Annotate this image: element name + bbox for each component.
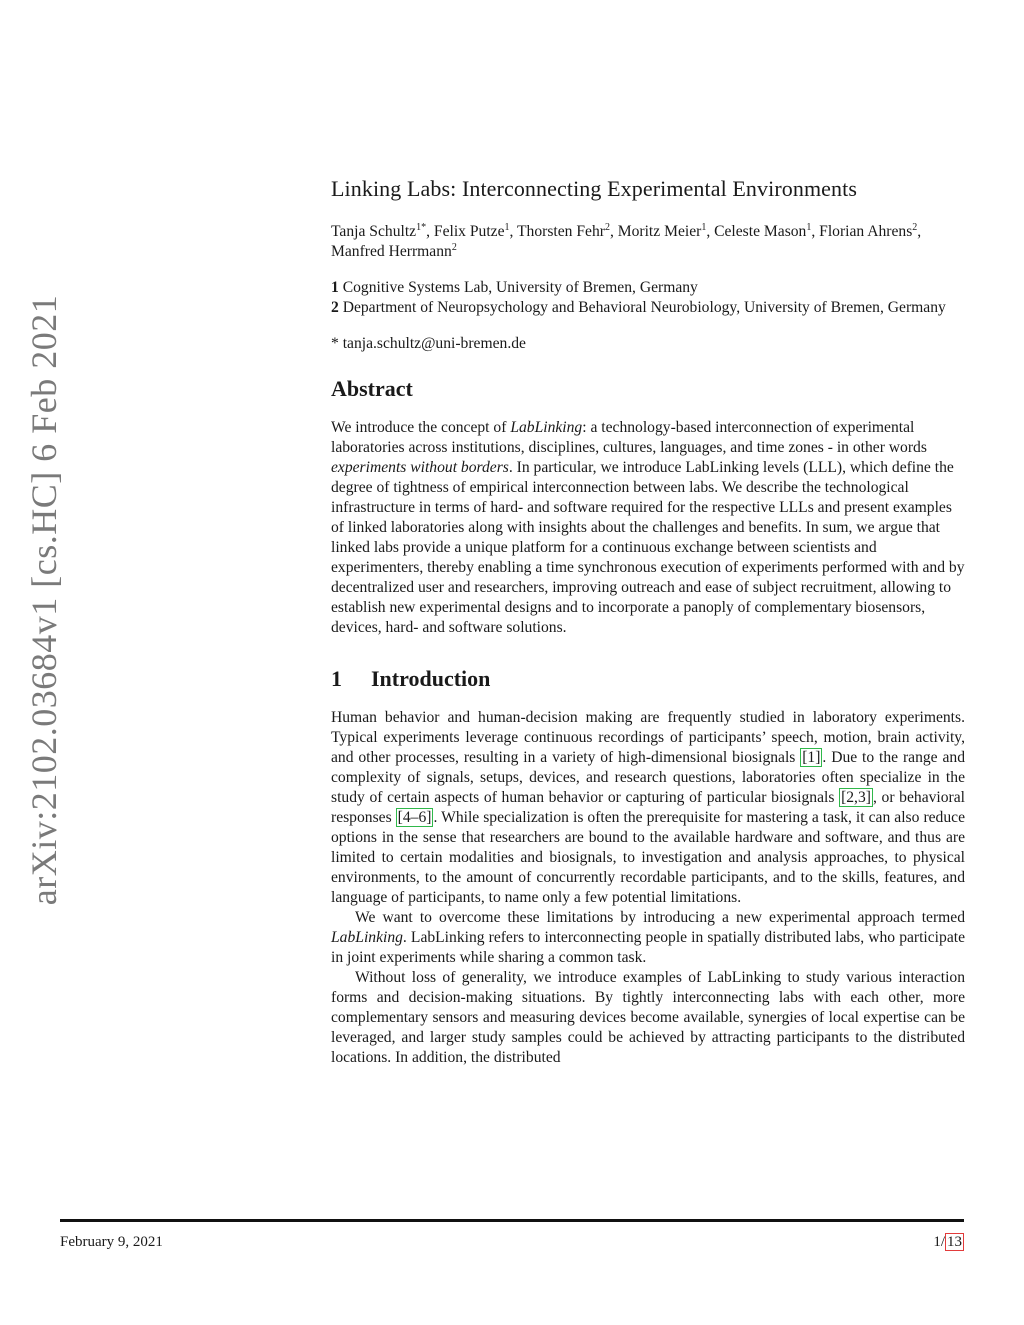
author-affiliation-mark: 2 [912, 221, 918, 233]
author-affiliation-mark: 2 [604, 221, 610, 233]
email-address[interactable]: tanja.schultz@uni-bremen.de [342, 335, 526, 352]
intro-paragraph-3: Without loss of generality, we introduce examples of LabLinking to study various interaction forms and decision-making situations. By tightly interconnecting labs with each other, more complementary sensors and measuring devices become available, synergies of local expertise can be leveraged, and larger study samples could be achieved by attracting participants to the distributed locations. In addition, the distributed [331, 969, 965, 1066]
author-affiliation-mark: 2 [451, 241, 457, 253]
arxiv-identifier: arXiv:2102.03684v1 [cs.HC] 6 Feb 2021 [24, 294, 64, 906]
section-title: Introduction [371, 666, 491, 691]
intro-paragraph-2: We want to overcome these limitations by introducing a new experimental approach termed LabLinking. LabLinking refers to interconnecting people in spatially distributed labs, who participate in joint experiments while sharing a common task. [331, 909, 965, 966]
author-affiliation-mark: 1 [806, 221, 812, 233]
email-mark: * [331, 335, 339, 352]
total-pages-link[interactable]: 13 [947, 1234, 962, 1250]
section-heading-introduction [331, 666, 965, 692]
corresponding-email [331, 334, 965, 354]
term-lablinking: LabLinking [331, 929, 403, 946]
footer-date: February 9, 2021 [60, 1234, 163, 1250]
paper-title: Linking Labs: Interconnecting Experimental Environments [331, 176, 858, 201]
abstract-text: We introduce the concept of LabLinking: a technology-based interconnection of experimental laboratories across institutions, disciplines, cultures, languages, and time zones - in other words experiments without borders. In particular, we introduce LabLinking levels (LLL), which define the degree of tightness of empirical interconnection between labs. We describe the technological infrastructure in terms of hard- and software required for the respective LLLs and present examples of linked laboratories along with insights about the challenges and benefits. In sum, we argue that linked labs provide a unique platform for a continuous exchange between scientists and experimenters, thereby enabling a time synchronous execution of experiments performed with and by decentralized user and researchers, improving outreach and ease of subject recruitment, allowing to establish new experimental designs and to incorporate a panoply of complementary biosensors, devices, hard- and software solutions. [331, 419, 965, 636]
author: Thorsten Fehr [517, 223, 605, 240]
author-list: Tanja Schultz$^{1*}$, Felix Putze$^1$, Thorsten Fehr$^2$, Moritz Meier$^1$, Celeste Mason$^1$, Florian Ahrens$^2$, Manfred Herrmann$^2$ [331, 221, 922, 260]
arxiv-sidebar [24, 260, 64, 940]
affiliation-list [331, 278, 965, 318]
page-number: 1/ 13 [933, 1234, 962, 1250]
author-affiliation-mark: 1 [504, 221, 510, 233]
author: Florian Ahrens [819, 223, 913, 240]
author: Tanja Schultz [331, 223, 417, 240]
term-lablinking: LabLinking [510, 419, 583, 436]
emphasis-experiments-without-borders: experiments without borders [331, 459, 509, 476]
paper-content [331, 170, 965, 1068]
footer-rule [60, 1219, 964, 1222]
section-number: 1 [331, 666, 342, 691]
intro-paragraph-1: Human behavior and human-decision making are frequently studied in laboratory experiments. Typical experiments leverage continuous recordings of participants’ speech, motion, brain activity, and other processes, resulting in a variety of high-dimensional biosignals [1] . Due to the range and complexity of signals, setups, devices, and research questions, laboratories often specialize in the study of certain aspects of human behavior or capturing of particular biosignals [2,3] , or behavioral responses [4–6] . While specialization is often the prerequisite for mastering a task, it can also reduce options in the sense that researchers are bound to the available hardware and software, and thus are limited to certain modalities and biosignals, to investigation and analysis approaches, to physical environments, to the amount of concurrently recordable participants, and to the skills, features, and language of participants, to name only a few potential limitations. [331, 709, 965, 906]
affiliation-number: 2 [331, 299, 339, 316]
citation-link[interactable]: [2,3] [841, 789, 871, 806]
affiliation-item [331, 278, 965, 298]
citation-link[interactable]: [1] [802, 749, 821, 766]
abstract-heading: Abstract [331, 376, 413, 401]
author-affiliation-mark: 1* [416, 221, 427, 233]
affiliation-number: 1 [331, 279, 339, 296]
author: Manfred Herrmann [331, 243, 452, 260]
author: Celeste Mason [714, 223, 807, 240]
current-page: 1 [933, 1234, 941, 1250]
affiliation-text: Cognitive Systems Lab, University of Bremen, Germany [342, 279, 698, 296]
citation-link[interactable]: [4–6] [397, 809, 432, 826]
author: Felix Putze [433, 223, 505, 240]
affiliation-text: Department of Neuropsychology and Behavioral Neurobiology, University of Bremen, Germany [342, 299, 946, 316]
author: Moritz Meier [617, 223, 702, 240]
affiliation-item [331, 298, 965, 318]
author-affiliation-mark: 1 [701, 221, 707, 233]
